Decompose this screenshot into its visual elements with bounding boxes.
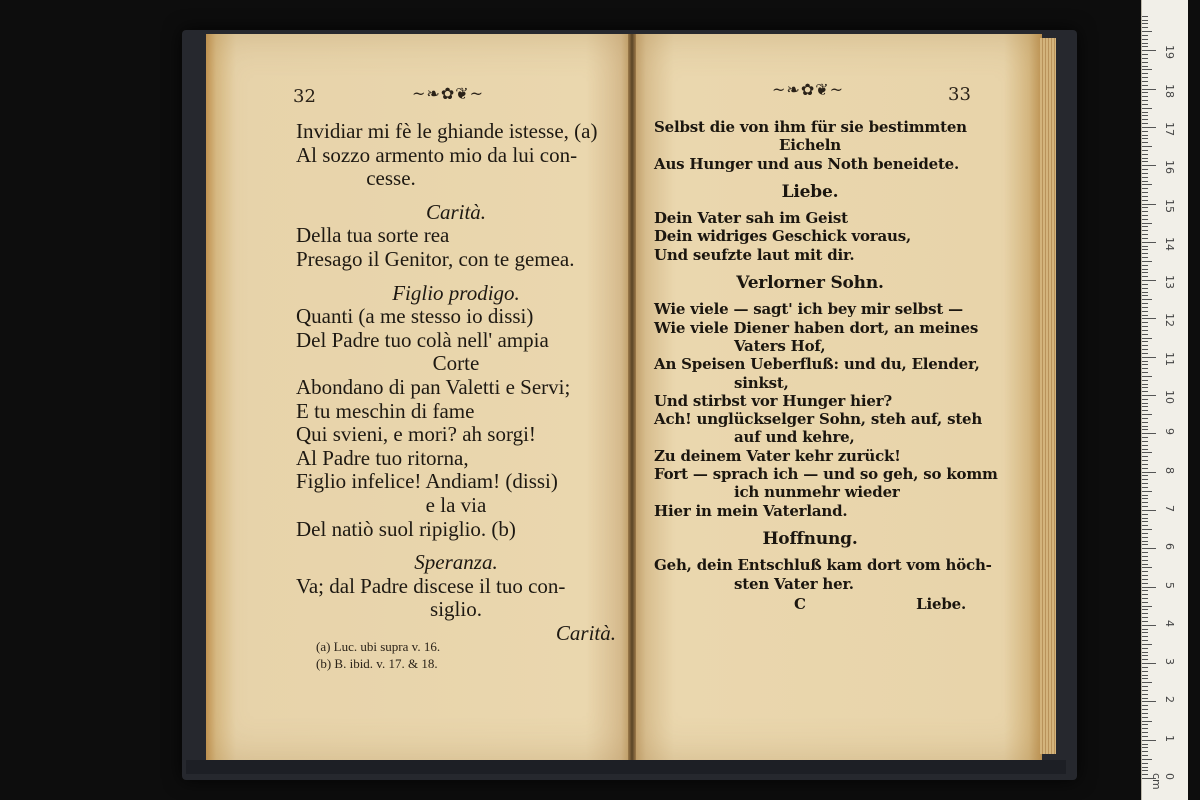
ruler-tick [1142,20,1148,21]
ruler-tick [1142,506,1148,507]
ruler-tick [1142,602,1148,603]
text-line: Und stirbst vor Hunger hier? [654,391,892,410]
ruler-tick [1142,16,1148,17]
ruler-tick [1142,161,1148,162]
text-line: Und seufzte laut mit dir. [654,245,855,264]
ruler-tick [1142,368,1148,369]
ruler-tick [1142,774,1148,775]
italian-text-block [296,120,616,645]
ruler-tick [1142,479,1148,480]
ruler-tick [1142,299,1152,300]
text-line: Presago il Genitor, con te gemea. [296,246,575,271]
text-line: Invidiar mi fè le ghiande istesse, (a) [296,119,598,143]
ruler-tick [1142,406,1148,407]
ruler-number: 11 [1163,351,1176,366]
ruler-tick [1142,717,1148,718]
ruler-tick [1142,705,1148,706]
ruler-tick [1142,617,1148,618]
text-line: sten Vater her. [734,574,854,593]
ruler-tick [1142,744,1148,745]
ruler-tick [1142,751,1148,752]
left-page-number: 32 [293,86,316,107]
ruler-tick [1142,682,1152,683]
ruler-tick [1142,498,1148,499]
ruler-tick [1142,69,1152,70]
text-line: Del natiò suol ripiglio. (b) [296,516,516,541]
right-ornament-icon: ~❧✿❦~ [772,80,845,99]
ruler-tick [1142,675,1148,676]
ruler-tick [1142,529,1152,530]
ruler-tick [1142,721,1152,722]
ruler-tick [1142,43,1148,44]
ruler-tick [1142,667,1148,668]
ruler-number: 14 [1163,236,1176,251]
ruler-tick [1142,583,1148,584]
text-line: An Speisen Ueberfluß: und du, Elender, [654,355,980,374]
ruler-tick [1142,96,1148,97]
ruler-tick [1142,571,1148,572]
ruler-tick [1142,234,1148,235]
ruler-tick [1142,387,1148,388]
book-cover-edge [186,760,1066,774]
ruler-number: 18 [1163,83,1176,98]
german-text-block [654,118,998,613]
ruler-tick [1142,556,1148,557]
page-edges [1040,38,1056,754]
ruler-number: 2 [1163,696,1176,704]
ruler-tick [1142,295,1148,296]
text-line: siglio. [430,597,482,622]
ruler-tick [1142,567,1152,568]
ruler-tick [1142,636,1148,637]
page-footer-line [654,595,966,613]
ruler-tick [1142,426,1148,427]
footnote-a: (a) Luc. ubi supra v. 16. [316,639,441,654]
ruler-tick [1142,334,1148,335]
ruler-tick [1142,445,1148,446]
ruler-tick [1142,361,1148,362]
text-line: Qui svieni, e mori? ah sorgi! [296,422,536,447]
ruler-tick [1142,399,1148,400]
ruler-tick [1142,246,1148,247]
ruler-tick [1142,495,1148,496]
ruler-tick [1142,62,1148,63]
ruler-tick [1142,598,1148,599]
ruler-tick [1142,138,1148,139]
ruler-tick [1142,318,1156,319]
speaker-heading-liebe: Liebe. [781,181,839,202]
speaker-heading-figlio: Figlio prodigo. [392,280,520,305]
signature-mark: C [794,594,806,613]
footnote-b: (b) B. ibid. v. 17. & 18. [316,656,438,671]
ruler-tick [1142,73,1148,74]
text-line: Wie viele Diener haben dort, an meines [654,318,979,337]
ruler-tick [1142,81,1148,82]
ruler-tick [1142,288,1148,289]
ruler-tick [1142,521,1148,522]
ruler-tick [1142,541,1148,542]
ruler-number: 12 [1163,313,1176,328]
ruler-tick [1142,280,1156,281]
left-ornament-icon: ~❧✿❦~ [412,84,485,103]
ruler-tick [1142,391,1148,392]
ruler-tick [1142,652,1148,653]
ruler-tick [1142,188,1148,189]
catchword: Carità. [555,620,616,645]
ruler-tick [1142,510,1156,511]
ruler-tick [1142,410,1148,411]
ruler-tick [1142,483,1148,484]
ruler-tick [1142,372,1148,373]
ruler-number: 1 [1163,734,1176,742]
ruler-tick [1142,257,1148,258]
ruler-tick [1142,452,1152,453]
ruler-tick [1142,698,1148,699]
ruler-tick [1142,763,1148,764]
ruler-tick [1142,418,1148,419]
ruler-number: 10 [1163,390,1176,404]
ruler-tick [1142,587,1156,588]
ruler-tick [1142,564,1148,565]
text-line: Dein Vater sah im Geist [654,209,848,228]
speaker-heading-speranza: Speranza. [414,550,498,575]
ruler-tick [1142,23,1148,24]
ruler-number: 4 [1163,619,1176,627]
ruler-tick [1142,66,1148,67]
ruler-number: 9 [1163,428,1176,436]
ruler-tick [1142,353,1148,354]
ruler-tick [1142,261,1152,262]
ruler-tick [1142,468,1148,469]
text-line: Al sozzo armento mio da lui con- [296,142,578,167]
ruler-tick [1142,269,1148,270]
ruler-tick [1142,322,1148,323]
ruler-tick [1142,104,1148,105]
ruler-number: 0 cm [1150,773,1176,790]
ruler-tick [1142,131,1148,132]
ruler-tick [1142,31,1152,32]
ruler-tick [1142,514,1148,515]
ruler-tick [1142,594,1148,595]
text-line: Fort — sprach ich — und so geh, so komm [654,465,998,484]
text-line: sinkst, [734,373,789,392]
ruler-tick [1142,223,1152,224]
text-line: Zu deinem Vater kehr zurück! [654,446,901,465]
ruler-tick [1142,548,1156,549]
ruler-tick [1142,50,1156,51]
text-line: Corte [432,351,480,376]
ruler-tick [1142,671,1148,672]
ruler-tick [1142,338,1152,339]
ruler-tick [1142,736,1148,737]
ruler-tick [1142,709,1148,710]
text-line: Al Padre tuo ritorna, [296,445,469,470]
ruler-tick [1142,158,1148,159]
ruler-tick [1142,77,1148,78]
ruler-tick [1142,422,1148,423]
ruler-tick [1142,632,1148,633]
ruler-tick [1142,154,1148,155]
ruler-tick [1142,472,1156,473]
ruler-tick [1142,115,1148,116]
ruler-tick [1142,146,1152,147]
ruler-tick [1142,204,1156,205]
footnotes [316,638,596,672]
ruler-tick [1142,215,1148,216]
ruler-tick [1142,449,1148,450]
ruler-tick [1142,713,1148,714]
ruler-tick [1142,533,1148,534]
ruler-tick [1142,403,1148,404]
text-line: auf und kehre, [734,428,855,447]
text-line: Della tua sorte rea [296,223,450,248]
ruler-number: 17 [1163,121,1176,136]
ruler-tick [1142,100,1148,101]
text-line: Del Padre tuo colà nell' ampia [296,327,549,352]
ruler-tick [1142,207,1148,208]
ruler-tick [1142,253,1148,254]
ruler-tick [1142,629,1148,630]
ruler-tick [1142,292,1148,293]
ruler-tick [1142,414,1152,415]
ruler-tick [1142,307,1148,308]
ruler-tick [1142,686,1148,687]
ruler-tick [1142,429,1148,430]
ruler-tick [1142,644,1152,645]
ruler-tick [1142,376,1152,377]
ruler-tick [1142,326,1148,327]
ruler-tick [1142,606,1152,607]
text-line: Quanti (a me stesso io dissi) [296,304,534,329]
ruler-tick [1142,380,1148,381]
ruler-tick [1142,92,1148,93]
ruler-number: 7 [1163,504,1176,512]
ruler-tick [1142,196,1148,197]
book-gutter [628,34,636,760]
ruler-tick [1142,169,1148,170]
ruler-tick [1142,242,1156,243]
ruler-tick [1142,364,1148,365]
text-line: cesse. [366,166,416,191]
ruler-tick [1142,315,1148,316]
ruler-tick [1142,272,1148,273]
ruler-tick [1142,491,1152,492]
ruler-tick [1142,142,1148,143]
ruler-tick [1142,487,1148,488]
ruler-number: 19 [1163,45,1176,60]
ruler-tick [1142,502,1148,503]
ruler-tick [1142,119,1148,120]
ruler-tick [1142,659,1148,660]
ruler-tick [1142,678,1148,679]
ruler-tick [1142,108,1152,109]
text-line: Geh, dein Entschluß kam dort vom höch- [654,556,992,575]
ruler-tick [1142,173,1148,174]
ruler-tick [1142,357,1156,358]
ruler-tick [1142,475,1148,476]
text-line: Selbst die von ihm für sie bestimmten [654,118,967,136]
ruler-tick [1142,663,1156,664]
ruler-tick [1142,177,1148,178]
speaker-heading-sohn: Verlorner Sohn. [736,273,884,294]
ruler-tick [1142,525,1148,526]
ruler-tick [1142,460,1148,461]
ruler-tick [1142,303,1148,304]
ruler-tick [1142,35,1148,36]
ruler-tick [1142,349,1148,350]
speaker-heading-hoffnung: Hoffnung. [762,528,858,549]
right-page-number: 33 [948,84,971,105]
ruler-tick [1142,755,1148,756]
text-line: Vaters Hof, [734,336,826,355]
text-line: Va; dal Padre discese il tuo con- [296,573,566,598]
ruler-tick [1142,544,1148,545]
ruler-tick [1142,740,1156,741]
ruler-number: 13 [1163,275,1176,290]
ruler-tick [1142,613,1148,614]
text-line: Abondano di pan Valetti e Servi; [296,374,571,399]
ruler-tick [1142,433,1156,434]
speaker-heading-carita: Carità. [425,199,487,224]
ruler-tick [1142,165,1156,166]
text-line: Aus Hunger und aus Noth beneidete. [654,154,960,173]
ruler-tick [1142,518,1148,519]
ruler-tick [1142,39,1148,40]
ruler-tick [1142,58,1148,59]
ruler-number: 16 [1163,160,1176,175]
ruler-tick [1142,728,1148,729]
ruler-number: 15 [1163,198,1176,213]
ruler-tick [1142,27,1148,28]
ruler-tick [1142,85,1148,86]
ruler-tick [1142,609,1148,610]
ruler-tick [1142,265,1148,266]
ruler-tick [1142,238,1148,239]
ruler-tick [1142,219,1148,220]
ruler-tick [1142,759,1152,760]
ruler-tick [1142,184,1152,185]
ruler-tick [1142,200,1148,201]
ruler-tick [1142,226,1148,227]
text-line: Hier in mein Vaterland. [654,501,848,520]
ruler-tick [1142,150,1148,151]
text-line: ich nunmehr wieder [734,483,900,502]
text-line: Eicheln [779,136,841,155]
ruler-tick [1142,395,1156,396]
ruler-tick [1142,579,1148,580]
ruler-number: 8 [1163,466,1176,474]
ruler-tick [1142,284,1148,285]
ruler-tick [1142,345,1148,346]
ruler-number: 5 [1163,581,1176,589]
text-line: e la via [425,492,487,517]
text-line: Wie viele — sagt' ich bey mir selbst — [654,300,963,319]
ruler-tick [1142,770,1148,771]
ruler-tick [1142,230,1148,231]
ruler-tick [1142,625,1156,626]
catchword: Liebe. [916,594,966,613]
ruler-tick [1142,341,1148,342]
measurement-ruler [1141,0,1188,800]
text-line: Ach! unglückselger Sohn, steh auf, steh [654,410,983,429]
ruler-tick [1142,655,1148,656]
ruler-tick [1142,575,1148,576]
ruler-tick [1142,640,1148,641]
ruler-tick [1142,456,1148,457]
ruler-number: 3 [1163,658,1176,666]
ruler-tick [1142,560,1148,561]
ruler-tick [1142,127,1156,128]
ruler-tick [1142,648,1148,649]
ruler-tick [1142,747,1148,748]
ruler-tick [1142,276,1148,277]
text-line: E tu meschin di fame [296,398,475,423]
ruler-tick [1142,89,1156,90]
ruler-number: 6 [1163,543,1176,551]
ruler-tick [1142,54,1148,55]
ruler-tick [1142,441,1148,442]
ruler-tick [1142,694,1148,695]
ruler-tick [1142,590,1148,591]
ruler-tick [1142,552,1148,553]
ruler-tick [1142,732,1148,733]
ruler-tick [1142,181,1148,182]
ruler-tick [1142,690,1148,691]
ruler-tick [1142,192,1148,193]
ruler-tick [1142,123,1148,124]
ruler-tick [1142,464,1148,465]
ruler-tick [1142,46,1148,47]
ruler-tick [1142,135,1148,136]
ruler-tick [1142,112,1148,113]
ruler-tick [1142,437,1148,438]
ruler-tick [1142,621,1148,622]
ruler-tick [1142,249,1148,250]
ruler-tick [1142,767,1148,768]
ruler-tick [1142,211,1148,212]
text-line: Figlio infelice! Andiam! (dissi) [296,469,558,494]
ruler-tick [1142,384,1148,385]
ruler-tick [1142,701,1156,702]
ruler-tick [1142,330,1148,331]
text-line: Dein widriges Geschick voraus, [654,227,911,246]
ruler-tick [1142,311,1148,312]
ruler-tick [1142,537,1148,538]
ruler-tick [1142,724,1148,725]
